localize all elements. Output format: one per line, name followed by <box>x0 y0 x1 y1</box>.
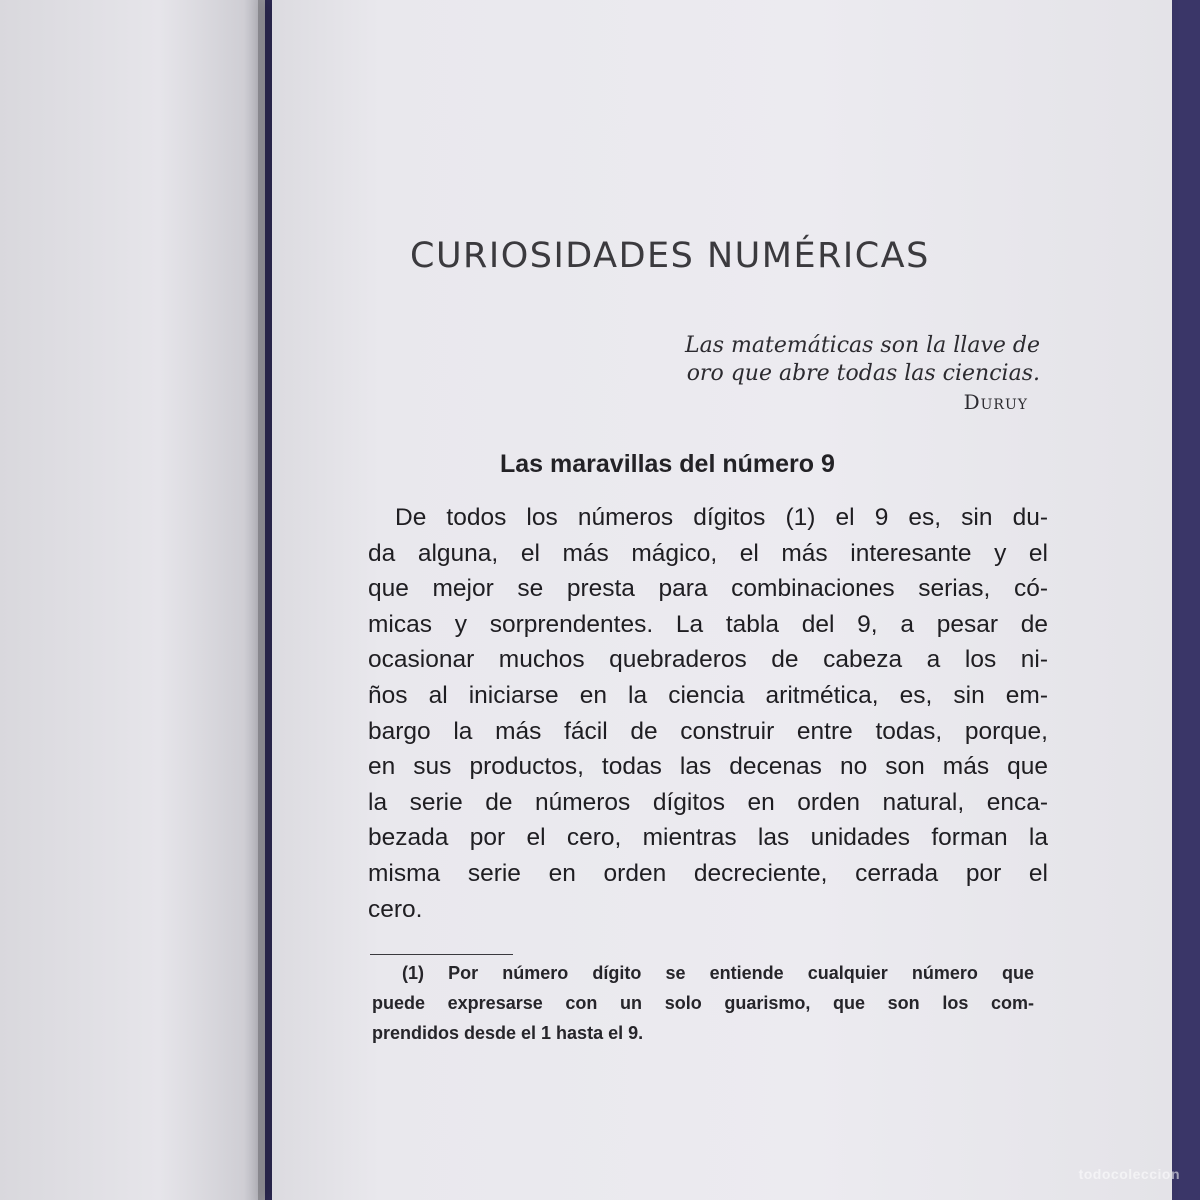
body-paragraph <box>368 500 1048 927</box>
body-line: bezada por el cero, mientras las unidades forman la <box>368 824 1048 852</box>
footnote <box>372 958 1034 1048</box>
body-line: ños al iniciarse en la ciencia aritmética, es, sin em- <box>368 681 1048 709</box>
watermark: todocoleccion <box>1078 1166 1180 1182</box>
body-line: bargo la más fácil de construir entre todas, porque, <box>368 717 1048 745</box>
left-page <box>0 0 265 1200</box>
footnote-divider <box>370 954 513 955</box>
page-title: CURIOSIDADES NUMÉRICAS <box>410 236 930 276</box>
body-line: micas y sorprendentes. La tabla del 9, a pesar de <box>368 610 1048 638</box>
body-line: cero. <box>368 895 423 923</box>
epigraph-author: Duruy <box>963 390 1028 414</box>
footnote-line: puede expresarse con un solo guarismo, que son los com- <box>372 993 1034 1013</box>
body-line: ocasionar muchos quebraderos de cabeza a los ni- <box>368 646 1048 674</box>
body-line: en sus productos, todas las decenas no son más que <box>368 753 1048 781</box>
section-heading: Las maravillas del número 9 <box>500 450 835 478</box>
footnote-line: prendidos desde el 1 hasta el 9. <box>372 1023 644 1043</box>
body-line: la serie de números dígitos en orden natural, enca- <box>368 788 1048 816</box>
epigraph-line: oro que abre todas las ciencias. <box>686 361 1040 386</box>
body-line: De todos los números dígitos (1) el 9 es, sin du- <box>395 504 1048 531</box>
footnote-line: (1) Por número dígito se entiende cualquier número que <box>402 963 1034 983</box>
epigraph <box>600 332 1040 416</box>
body-line: da alguna, el más mágico, el más interesante y el <box>368 539 1048 567</box>
body-line: misma serie en orden decreciente, cerrada por el <box>368 859 1048 887</box>
epigraph-line: Las matemáticas son la llave de <box>685 333 1040 358</box>
body-line: que mejor se presta para combinaciones serias, có- <box>368 575 1048 603</box>
